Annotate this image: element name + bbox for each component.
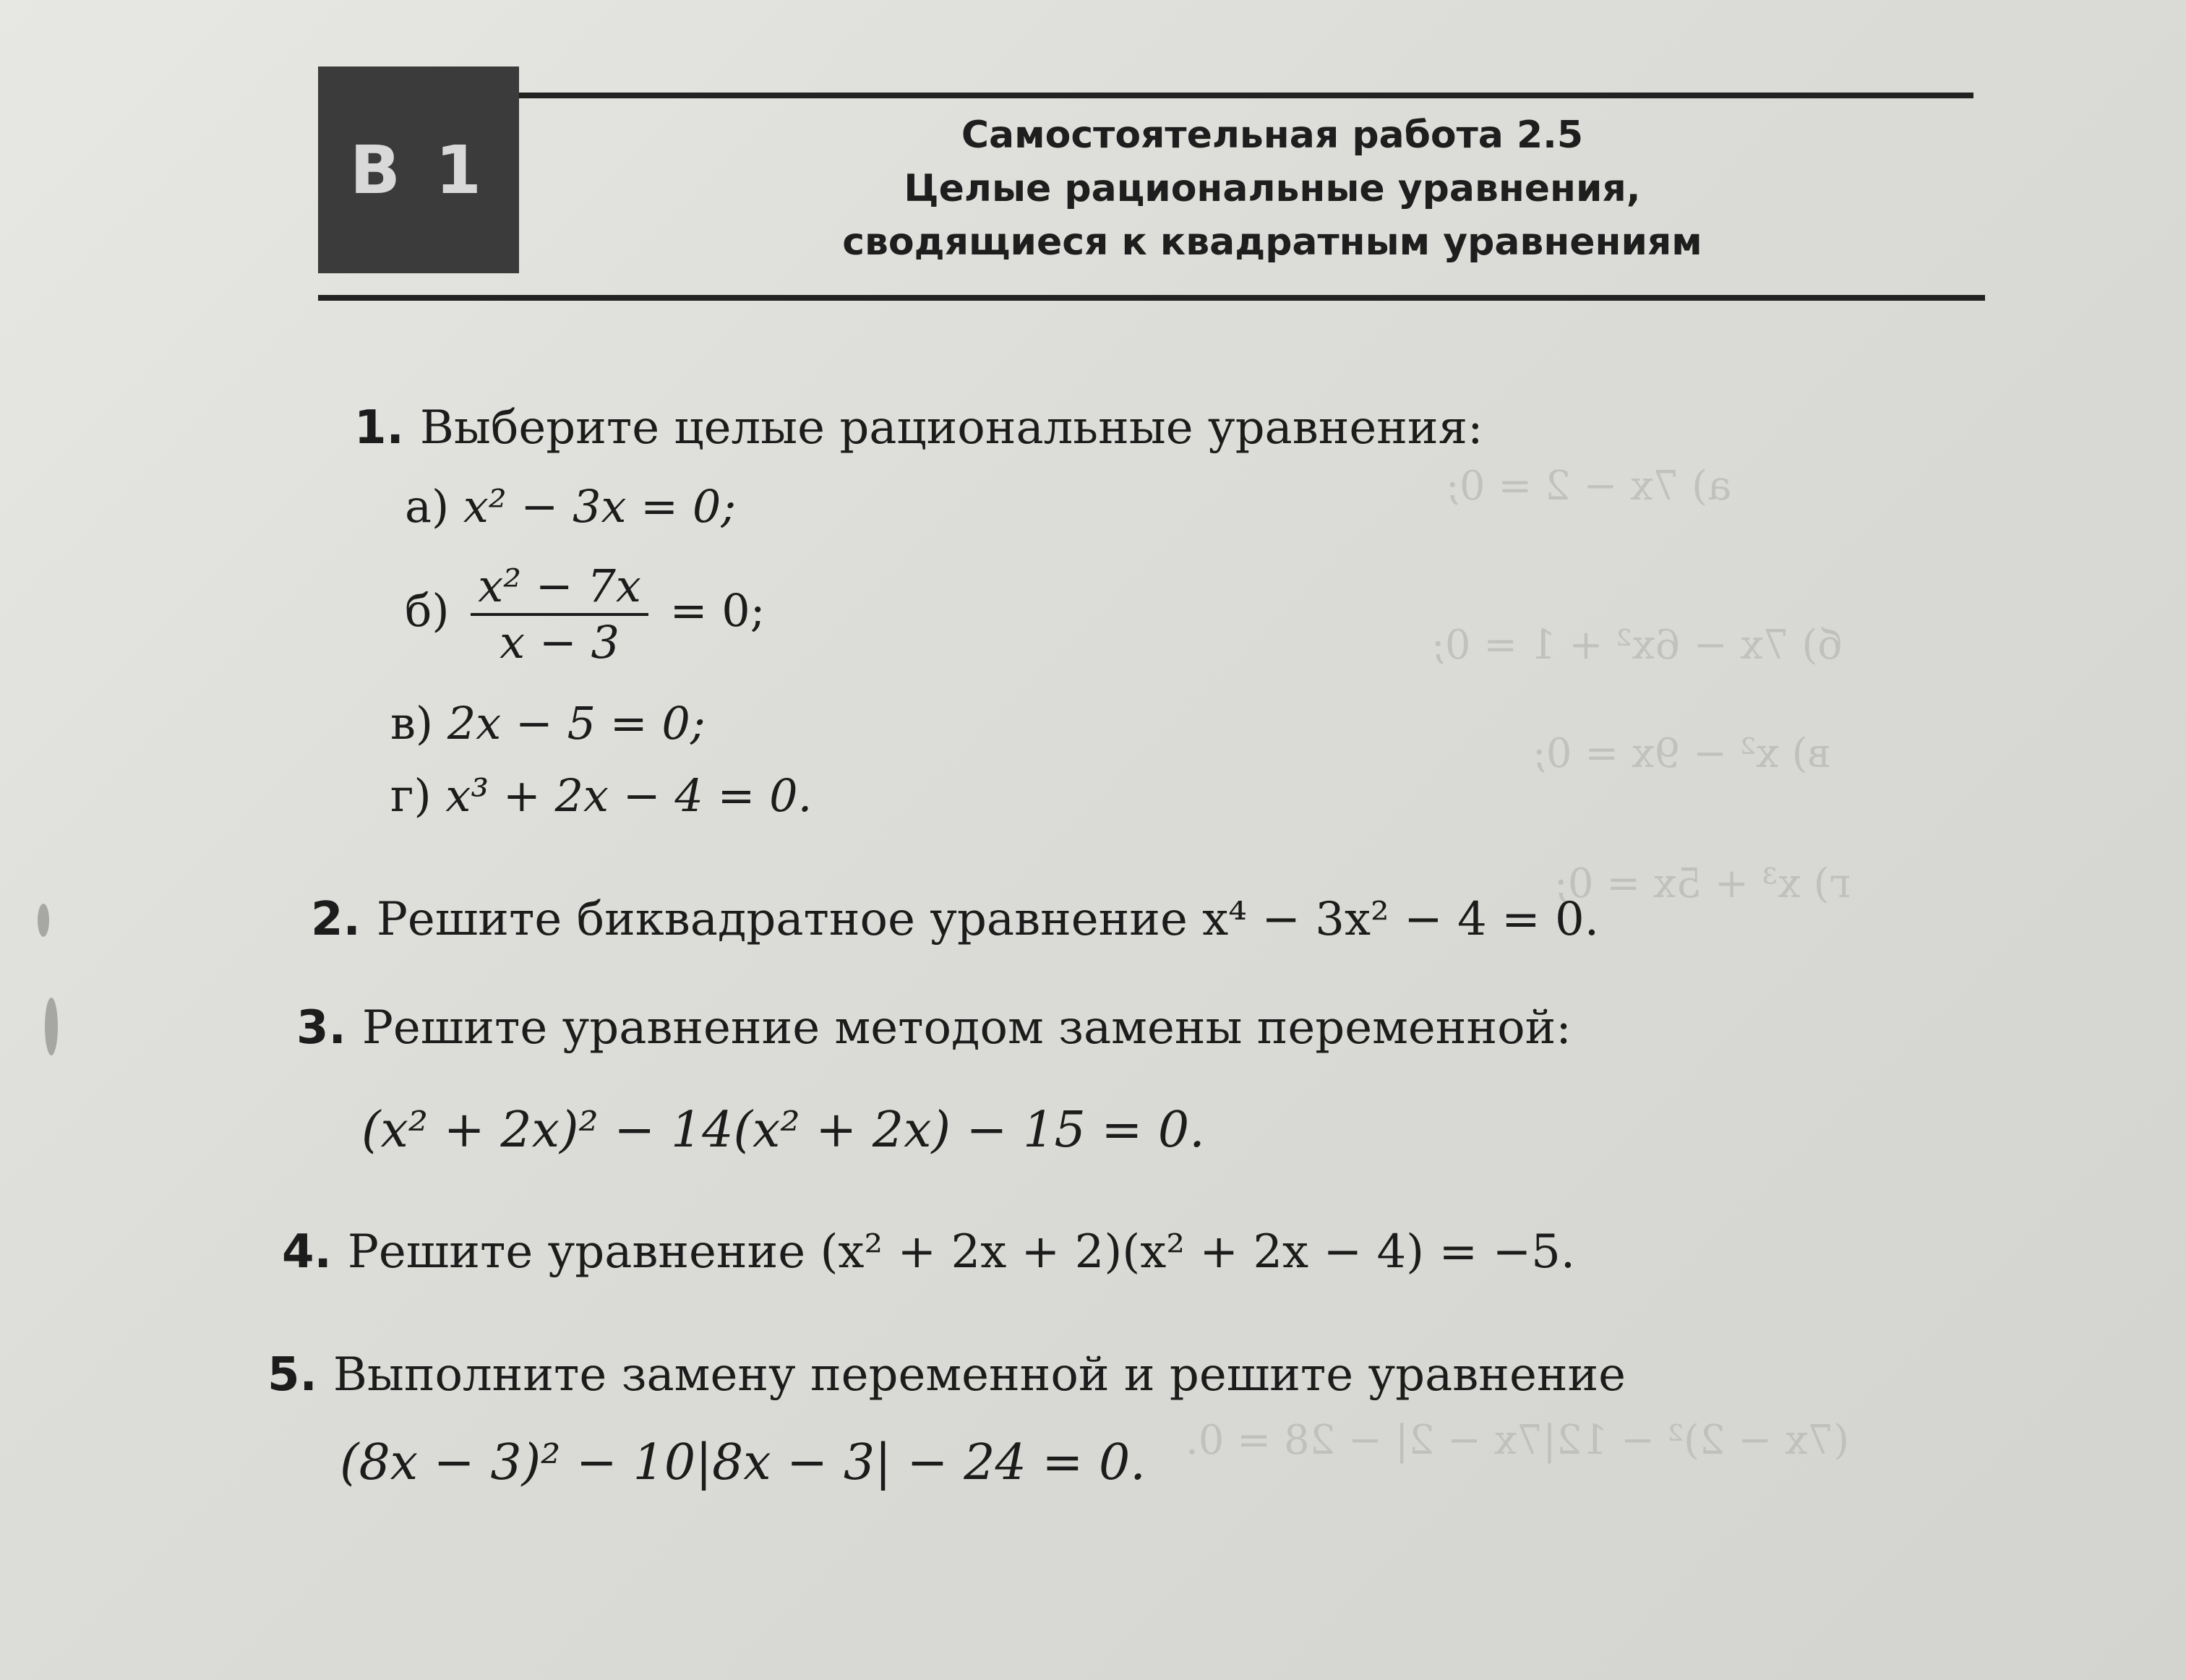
task-1-option-c — [390, 697, 706, 750]
variant-badge — [318, 67, 519, 273]
option-equation: 2x − 5 = 0; — [447, 697, 706, 750]
task-1-option-a — [405, 480, 737, 533]
bleed-through-text: в) x² − 9x = 0; — [1533, 730, 1830, 777]
task-text: Решите уравнение (x² + 2x + 2)(x² + 2x − 4) = −5. — [347, 1225, 1576, 1279]
task-4 — [282, 1225, 1576, 1279]
bleed-through-text: б) 7x − 6x² + 1 = 0; — [1431, 622, 1842, 669]
variant-label: В 1 — [349, 131, 488, 209]
task-3-equation: (x² + 2x)² − 14(x² + 2x) − 15 = 0. — [361, 1102, 1205, 1159]
task-number: 5. — [267, 1348, 317, 1402]
title-line-1: Самостоятельная работа 2.5 — [961, 113, 1584, 157]
task-text: Решите уравнение методом замены переменной: — [361, 1001, 1572, 1055]
worksheet-title — [680, 108, 1865, 269]
option-equation-rest: = 0; — [669, 584, 766, 638]
option-label: в) — [390, 697, 434, 750]
task-number: 3. — [296, 1001, 346, 1055]
task-2 — [311, 893, 1600, 946]
task-number: 4. — [282, 1225, 332, 1279]
task-1 — [354, 401, 1483, 455]
task-3 — [296, 1001, 1572, 1055]
fraction-denominator: x − 3 — [500, 616, 620, 669]
option-label: г) — [390, 769, 432, 822]
bleed-through-text: г) x³ + 5x = 0; — [1554, 860, 1851, 907]
header-top-rule — [519, 93, 1973, 98]
task-text: Выберите целые рациональные уравнения: — [419, 401, 1483, 455]
ink-mark — [38, 904, 49, 937]
fraction — [471, 560, 648, 669]
option-label: а) — [405, 480, 450, 533]
task-text: Решите биквадратное уравнение x⁴ − 3x² − 4 = 0. — [376, 893, 1600, 946]
bleed-through-text: (7x − 2)² − 12|7x − 2| − 28 = 0. — [1186, 1417, 1850, 1464]
option-equation: x³ + 2x − 4 = 0. — [445, 769, 813, 822]
task-number: 2. — [311, 893, 361, 946]
task-number: 1. — [354, 401, 404, 455]
title-line-2: Целые рациональные уравнения, — [904, 167, 1641, 210]
bleed-through-text: a) 7x − 2 = 0; — [1446, 463, 1732, 510]
option-equation: x² − 3x = 0; — [463, 480, 737, 533]
task-5 — [267, 1348, 1626, 1402]
task-1-option-b — [405, 560, 766, 669]
task-1-option-d — [390, 769, 813, 822]
task-text: Выполните замену переменной и решите уравнение — [333, 1348, 1626, 1402]
header-bottom-rule — [318, 295, 1985, 301]
task-5-equation: (8x − 3)² − 10|8x − 3| − 24 = 0. — [340, 1434, 1146, 1491]
title-line-3: сводящиеся к квадратным уравнениям — [842, 220, 1702, 264]
ink-mark — [45, 998, 58, 1055]
option-label: б) — [405, 584, 450, 638]
fraction-numerator: x² − 7x — [471, 564, 648, 616]
